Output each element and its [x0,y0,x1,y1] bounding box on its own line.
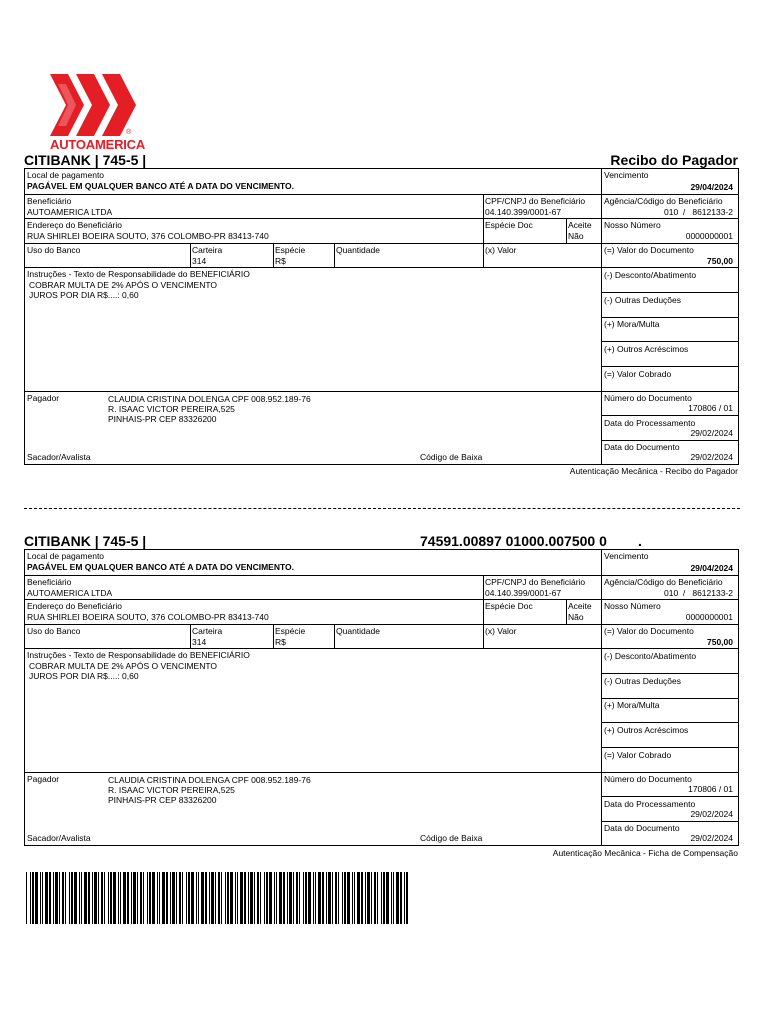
carteira-value: 314 [192,256,207,266]
beneficiario-label: Beneficiário [27,577,72,587]
num-doc-value: 170806 / 01 [688,784,733,794]
especie-value: R$ [275,637,286,647]
especie-value: R$ [275,256,286,266]
data-doc-label: Data do Documento [604,823,680,833]
bank-header: CITIBANK | 745-5 | [24,152,147,168]
instrucoes-label: Instruções - Texto de Responsabilidade do BENEFICIÁRIO [27,650,250,660]
carteira-value: 314 [192,637,207,647]
brand-name: AUTOAMERICA [50,137,146,152]
vencimento-value: 29/04/2024 [690,563,733,573]
endereco-value: RUA SHIRLEI BOEIRA SOUTO, 376 COLOMBO-PR 83413-740 [27,231,269,241]
vencimento-label: Vencimento [604,551,649,561]
desconto-label: (-) Desconto/Abatimento [604,651,697,661]
pagador-cidade: PINHAIS-PR CEP 83326200 [108,795,217,805]
sacador-label: Sacador/Avalista [27,452,91,462]
aceite-value: Não [568,612,584,622]
pagador-label: Pagador [27,774,60,784]
valor-doc-value: 750,00 [707,256,733,266]
beneficiario-label: Beneficiário [27,196,72,206]
agencia-value: 010 / 8612133-2 [663,588,733,598]
uso-banco-label: Uso do Banco [27,626,81,636]
instrucoes-label: Instruções - Texto de Responsabilidade do BENEFICIÁRIO [27,269,250,279]
registered-mark: ® [126,129,132,136]
num-doc-value: 170806 / 01 [688,403,733,413]
codigo-baixa-label: Código de Baixa [420,452,483,462]
beneficiario-value: AUTOAMERICA LTDA [27,588,113,598]
deducoes-label: (-) Outras Deduções [604,295,681,305]
receipt-form [24,168,739,465]
pagador-nome: CLAUDIA CRISTINA DOLENGA CPF 008.952.189-76 [108,775,311,785]
valor-label: (x) Valor [485,245,517,255]
data-proc-label: Data do Processamento [604,799,696,809]
instrucao-multa: COBRAR MULTA DE 2% APÓS O VENCIMENTO [29,280,217,290]
num-doc-label: Número do Documento [604,774,692,784]
pagador-label: Pagador [27,393,60,403]
acrescimos-label: (+) Outros Acréscimos [604,725,689,735]
endereco-value: RUA SHIRLEI BOEIRA SOUTO, 376 COLOMBO-PR 83413-740 [27,612,269,622]
quantidade-label: Quantidade [336,626,380,636]
pagador-nome: CLAUDIA CRISTINA DOLENGA CPF 008.952.189-76 [108,394,311,404]
barcode-icon [26,872,408,924]
carteira-label: Carteira [192,626,223,636]
vencimento-label: Vencimento [604,170,649,180]
uso-banco-label: Uso do Banco [27,245,81,255]
pagador-endereco: R. ISAAC VICTOR PEREIRA,525 [108,785,235,795]
aceite-value: Não [568,231,584,241]
quantidade-label: Quantidade [336,245,380,255]
valor-doc-value: 750,00 [707,637,733,647]
especie-label: Espécie [275,626,306,636]
vencimento-value: 29/04/2024 [690,182,733,192]
codigo-baixa-label: Código de Baixa [420,833,483,843]
nosso-numero-value: 0000000001 [685,612,733,622]
especie-doc-label: Espécie Doc [485,220,533,230]
cpf-value: 04.140.399/0001-67 [485,207,562,217]
instrucao-juros: JUROS POR DIA R$....: 0,60 [29,290,139,300]
data-proc-label: Data do Processamento [604,418,696,428]
data-doc-label: Data do Documento [604,442,680,452]
aceite-label: Aceite [568,601,592,611]
valor-cobrado-label: (=) Valor Cobrado [604,369,672,379]
agencia-label: Agência/Código do Beneficiário [604,577,723,587]
data-doc-value: 29/02/2024 [690,833,733,843]
valor-doc-label: (=) Valor do Documento [604,626,694,636]
slip-form [24,549,739,846]
cpf-label: CPF/CNPJ do Beneficiário [485,577,586,587]
num-doc-label: Número do Documento [604,393,692,403]
autenticacao-recibo: Autenticação Mecânica - Recibo do Pagador [569,466,738,476]
data-doc-value: 29/02/2024 [690,452,733,462]
local-pagamento-value: PAGÁVEL EM QUALQUER BANCO ATÉ A DATA DO VENCIMENTO. [27,181,294,191]
nosso-numero-label: Nosso Número [604,601,661,611]
data-proc-value: 29/02/2024 [690,428,733,438]
mora-label: (+) Mora/Multa [604,319,660,329]
deducoes-label: (-) Outras Deduções [604,676,681,686]
autoamerica-logo-icon [50,74,138,136]
agencia-label: Agência/Código do Beneficiário [604,196,723,206]
local-pagamento-value: PAGÁVEL EM QUALQUER BANCO ATÉ A DATA DO VENCIMENTO. [27,562,294,572]
data-proc-value: 29/02/2024 [690,809,733,819]
nosso-numero-value: 0000000001 [685,231,733,241]
valor-cobrado-label: (=) Valor Cobrado [604,750,672,760]
pagador-cidade: PINHAIS-PR CEP 83326200 [108,414,217,424]
autenticacao-ficha: Autenticação Mecânica - Ficha de Compensação [552,848,738,858]
nosso-numero-label: Nosso Número [604,220,661,230]
endereco-label: Endereço do Beneficiário [27,601,122,611]
linha-digitavel-suffix: . [638,533,642,549]
aceite-label: Aceite [568,220,592,230]
cut-line [24,508,740,509]
mora-label: (+) Mora/Multa [604,700,660,710]
instrucao-multa: COBRAR MULTA DE 2% APÓS O VENCIMENTO [29,661,217,671]
cpf-label: CPF/CNPJ do Beneficiário [485,196,586,206]
carteira-label: Carteira [192,245,223,255]
desconto-label: (-) Desconto/Abatimento [604,270,697,280]
acrescimos-label: (+) Outros Acréscimos [604,344,689,354]
linha-digitavel: 74591.00897 01000.007500 0 [420,533,607,549]
especie-label: Espécie [275,245,306,255]
agencia-value: 010 / 8612133-2 [663,207,733,217]
local-pagamento-label: Local de pagamento [27,551,105,561]
endereco-label: Endereço do Beneficiário [27,220,122,230]
pagador-endereco: R. ISAAC VICTOR PEREIRA,525 [108,404,235,414]
local-pagamento-label: Local de pagamento [27,170,105,180]
valor-doc-label: (=) Valor do Documento [604,245,694,255]
receipt-title: Recibo do Pagador [610,152,738,168]
sacador-label: Sacador/Avalista [27,833,91,843]
bank-header-slip: CITIBANK | 745-5 | [24,533,147,549]
especie-doc-label: Espécie Doc [485,601,533,611]
valor-label: (x) Valor [485,626,517,636]
instrucao-juros: JUROS POR DIA R$....: 0,60 [29,671,139,681]
cpf-value: 04.140.399/0001-67 [485,588,562,598]
beneficiario-value: AUTOAMERICA LTDA [27,207,113,217]
